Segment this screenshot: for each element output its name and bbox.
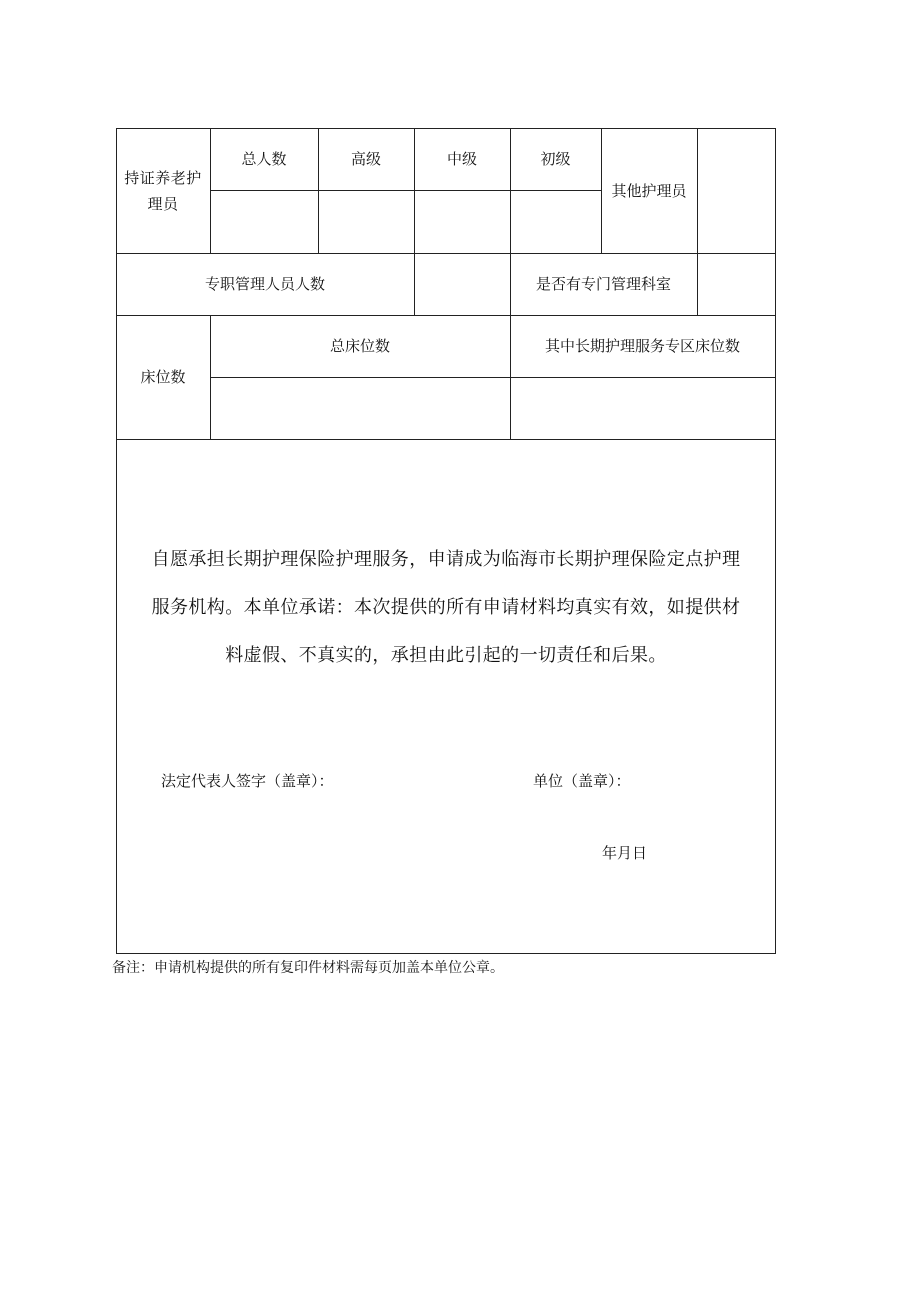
mgmt-staff-input-cell[interactable] [415,254,510,315]
pledge-line-3 [118,632,774,680]
table-rule [116,439,776,440]
header-middle-text: 中级 [446,150,477,168]
total-count-input-cell[interactable] [211,191,318,253]
dedicated-dept-input-cell[interactable] [698,254,775,315]
legal-rep-signature-label: 法定代表人签字（盖章）： [161,772,334,790]
ltc-beds-label-text: 其中长期护理服务专区床位数 [544,337,740,355]
date-label: 年月日 [602,844,648,862]
pledge-line-2 [118,584,774,632]
header-other-caregivers [601,128,697,253]
header-other-caregivers-text: 其他护理员 [611,181,687,200]
dedicated-dept-label [510,253,697,315]
header-senior [318,142,414,176]
header-middle [414,142,510,176]
other-count-input-cell[interactable] [698,129,775,253]
table-border-left [116,128,117,954]
beds-label-text: 床位数 [140,368,186,386]
table-border-bottom [116,953,776,954]
header-total-count-text: 总人数 [241,150,287,168]
ltc-beds-label [510,315,775,377]
mgmt-staff-label-text: 专职管理人员人数 [204,275,325,293]
pledge-line-3-text: 料虚假、不真实的，承担由此引起的一切责任和后果。 [225,645,667,666]
header-total-count [210,142,318,176]
ltc-beds-input-cell[interactable] [511,378,775,439]
senior-count-input-cell[interactable] [319,191,414,253]
header-senior-text: 高级 [350,150,381,168]
unit-seal-label: 单位（盖章）： [533,772,631,790]
total-beds-input-cell[interactable] [211,378,510,439]
middle-count-input-cell[interactable] [415,191,510,253]
caregivers-label [116,160,210,222]
pledge-line-1 [118,536,774,584]
caregivers-label-text: 持证养老护理员 [124,169,202,213]
total-beds-label [210,315,510,377]
header-junior-text: 初级 [540,150,571,168]
beds-label [116,315,210,439]
total-beds-label-text: 总床位数 [329,337,390,355]
header-junior [510,142,601,176]
junior-count-input-cell[interactable] [511,191,601,253]
table-border-right [775,128,776,954]
mgmt-staff-label [116,253,414,315]
footnote: 备注：申请机构提供的所有复印件材料需每页加盖本单位公章。 [112,960,504,976]
pledge-line-2-text: 服务机构。本单位承诺：本次提供的所有申请材料均真实有效，如提供材 [151,597,741,618]
dedicated-dept-label-text: 是否有专门管理科室 [535,275,671,293]
pledge-line-1-text: 自愿承担长期护理保险护理服务，申请成为临海市长期护理保险定点护理 [151,549,741,570]
